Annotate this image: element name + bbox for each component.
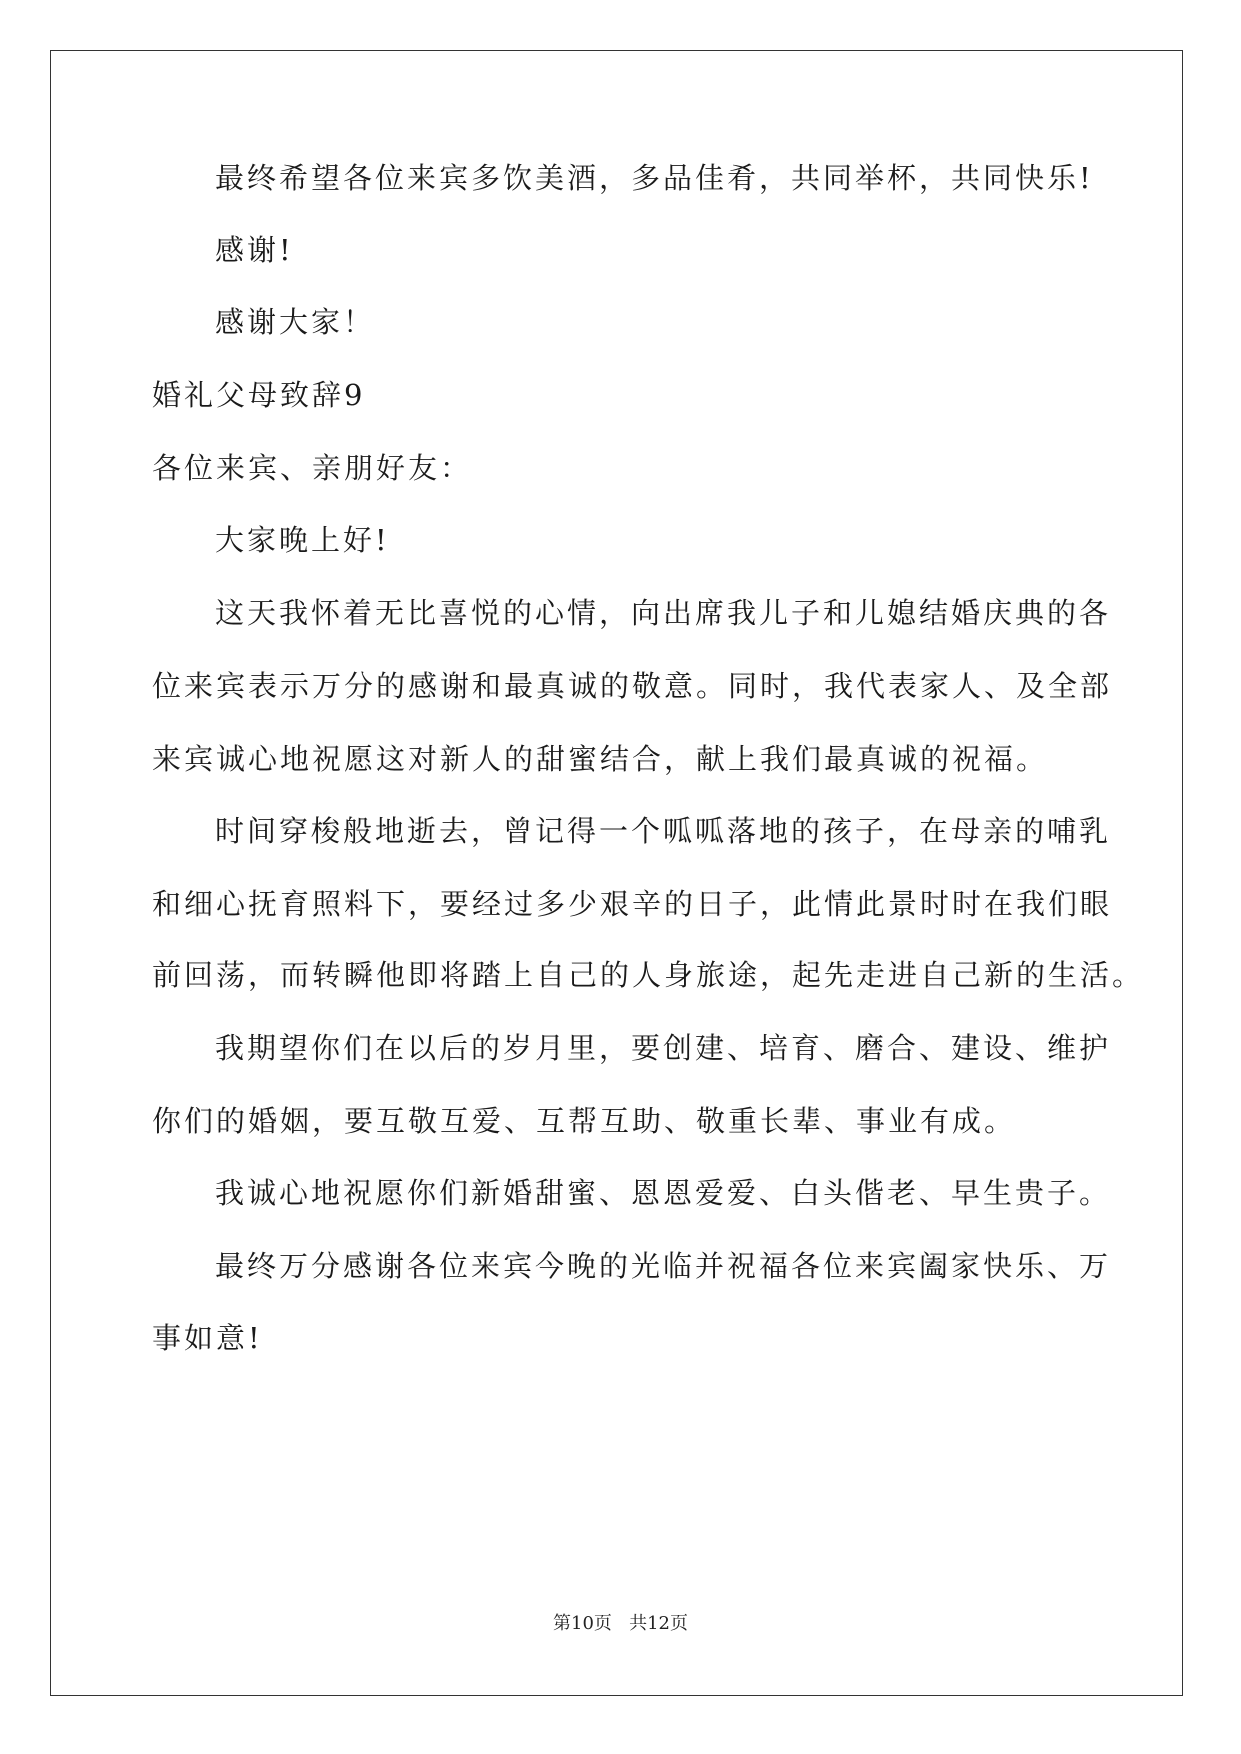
paragraph-line: 前回荡，而转瞬他即将踏上自己的人身旅途，起先走进自己新的生活。 (152, 958, 1145, 992)
page-frame (50, 50, 1183, 1696)
paragraph-line: 感谢! (215, 233, 294, 267)
page-footer (0, 1612, 1241, 1636)
paragraph-line: 来宾诚心地祝愿这对新人的甜蜜结合，献上我们最真诚的祝福。 (152, 742, 1049, 776)
paragraph-line: 事如意! (152, 1321, 263, 1355)
paragraph-line: 这天我怀着无比喜悦的心情，向出席我儿子和儿媳结婚庆典的各 (215, 596, 1112, 630)
paragraph-line: 你们的婚姻，要互敬互爱、互帮互助、敬重长辈、事业有成。 (152, 1104, 1017, 1138)
paragraph-line: 我诚心地祝愿你们新婚甜蜜、恩恩爱爱、白头偕老、早生贵子。 (215, 1176, 1112, 1210)
page-total: 共12页 (629, 1613, 688, 1634)
salutation-line: 各位来宾、亲朋好友： (152, 451, 473, 485)
paragraph-line: 最终万分感谢各位来宾今晚的光临并祝福各位来宾阖家快乐、万 (215, 1249, 1112, 1283)
paragraph-line: 感谢大家！ (215, 305, 376, 339)
section-heading: 婚礼父母致辞9 (152, 378, 366, 412)
paragraph-line: 位来宾表示万分的感谢和最真诚的敬意。同时，我代表家人、及全部 (152, 669, 1113, 703)
paragraph-line: 最终希望各位来宾多饮美酒，多品佳肴，共同举杯，共同快乐! (215, 161, 1094, 195)
paragraph-line: 我期望你们在以后的岁月里，要创建、培育、磨合、建设、维护 (215, 1031, 1112, 1065)
paragraph-line: 时间穿梭般地逝去，曾记得一个呱呱落地的孩子，在母亲的哺乳 (215, 814, 1112, 848)
paragraph-line: 大家晚上好! (215, 523, 390, 557)
paragraph-line: 和细心抚育照料下，要经过多少艰辛的日子，此情此景时时在我们眼 (152, 887, 1113, 921)
page-number: 第10页 (553, 1613, 612, 1634)
